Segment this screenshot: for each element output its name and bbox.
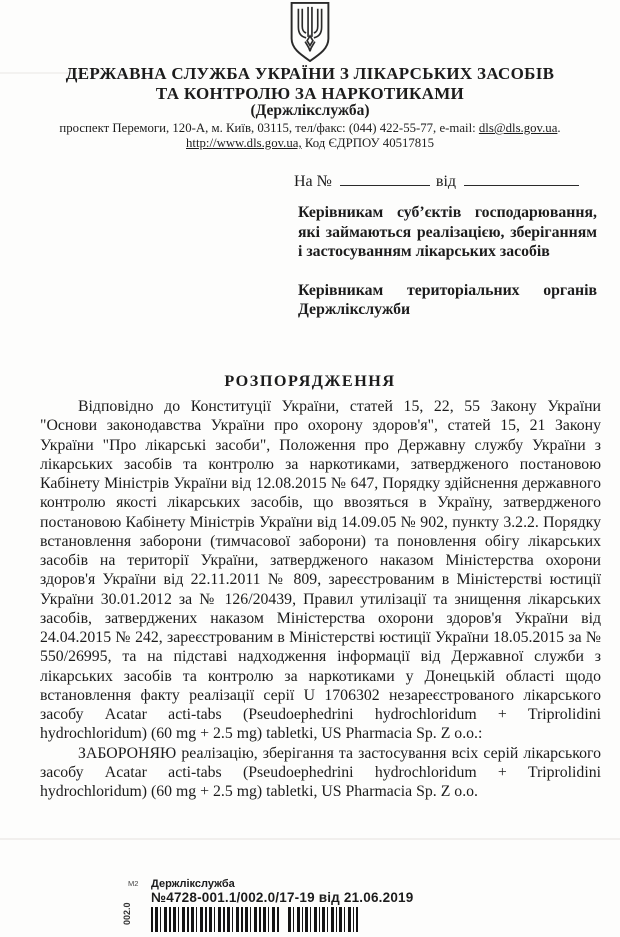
na-number-label: На № — [294, 173, 332, 190]
barcode — [151, 907, 358, 932]
number-blank-line — [340, 171, 430, 186]
recipient-group-2: Керівникам територіальних органів Держлікслужби — [298, 281, 597, 319]
edrpou-code: Код ЄДРПОУ 40517815 — [301, 136, 434, 151]
vid-label: від — [435, 173, 457, 190]
org-short-name: (Держлікслужба) — [250, 102, 370, 119]
footer-org-label: Держлікслужба — [151, 878, 235, 890]
recipients-block — [298, 203, 597, 320]
barcode-segment — [288, 907, 358, 932]
website-link: http://www.dls.gov.ua, — [186, 136, 302, 151]
barcode-segment — [151, 907, 279, 932]
org-name — [0, 64, 620, 103]
coat-of-arms-icon — [287, 2, 333, 62]
org-name-line1: ДЕРЖАВНА СЛУЖБА УКРАЇНИ З ЛІКАРСЬКИХ ЗАСОБІВ — [65, 64, 555, 83]
org-name-line2: ТА КОНТРОЛЮ ЗА НАРКОТИКАМИ — [155, 83, 465, 103]
footer-m2-mark: М2 — [128, 879, 139, 888]
address-text: проспект Перемоги, 120-А, м. Київ, 03115, тел/факс: (044) 422-55-77, e-mail: — [59, 121, 479, 135]
body-paragraph-2: ЗАБОРОНЯЮ реалізацію, зберігання та застосування всіх серій лікарського засобу Acatar acti-tabs (Pseudoephedrini hydrochloridum + Triprolidini hydrochloridum) (60 mg + 2.5 mg) tabletki, US Pharmacia Sp. Z o.o. — [40, 744, 601, 800]
address-line2 — [0, 136, 620, 151]
email-link: dls@dls.gov.ua — [478, 121, 558, 135]
document-body — [40, 397, 601, 801]
document-title: РОЗПОРЯДЖЕННЯ — [224, 372, 396, 390]
scan-artifact — [0, 838, 620, 840]
address-period: . — [557, 121, 561, 135]
footer-doc-number: №4728-001.1/002.0/17-19 від 21.06.2019 — [151, 890, 414, 905]
recipient-group-1: Керівникам суб’єктів господарювання, які займаються реалізацією, зберіганням і застосуванням лікарських засобів — [298, 204, 597, 261]
footer-side-code: 002.0 — [122, 902, 132, 926]
org-address — [0, 121, 620, 151]
date-blank-line — [464, 171, 579, 186]
address-line1 — [0, 121, 620, 136]
reference-number-line — [294, 171, 579, 191]
body-paragraph-1: Відповідно до Конституції України, статей 15, 22, 55 Закону України "Основи законодавства України про охорону здоров'я", статей 15, 21 Закону України "Про лікарські засоби", Положення про Державну службу України з лікарських засобів та контролю за наркотиками, затвердженого постановою Кабінету Міністрів України від 12.08.2015 № 647, Порядку здійснення державного контролю якості лікарських засобів, що ввозяться в Україну, затвердженого постановою Кабінету Міністрів України від 14.09.05 № 902, пункту 3.2.2. Порядку встановлення заборони (тимчасової заборони) та поновлення обігу лікарських засобів на території України, затвердженого наказом Міністерства охорони здоров'я України від 22.11.2011 № 809, зареєстрованим в Міністерстві юстиції України 30.01.2012 за № 126/20439, Правил утилізації та знищення лікарських засобів, затверджених наказом Міністерства охорони здоров'я України від 24.04.2015 № 242, зареєстрованим в Міністерстві юстиції України 18.05.2015 за № 550/26995, та на підставі надходження інформації від Державної служби з лікарських засобів та контролю за наркотиками у Донецькій області щодо встановлення факту реалізації серії U 1706302 незареєстрованого лікарського засобу Acatar acti-tabs (Pseudoephedrini hydrochloridum + Triprolidini hydrochloridum) (60 mg + 2.5 mg) tabletki, US Pharmacia Sp. Z o.o.: — [40, 398, 601, 743]
